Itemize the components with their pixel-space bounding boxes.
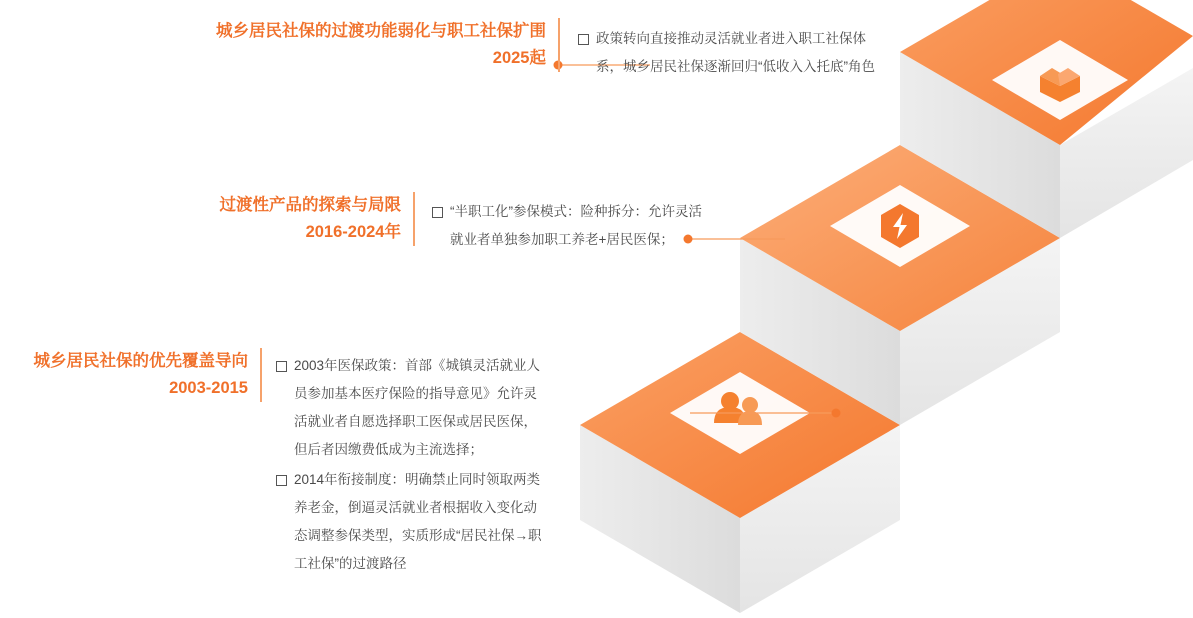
step-bottom-bullets	[276, 352, 548, 578]
list-item	[276, 352, 548, 464]
checkbox-marker-icon	[432, 207, 443, 218]
step-middle-title-block	[0, 192, 415, 246]
checkbox-marker-icon	[276, 361, 287, 372]
bullet-text: 2014年衔接制度：明确禁止同时领取两类养老金，倒逼灵活就业者根据收入变化动态调整参保类型，实质形成“居民社保→职工社保”的过渡路径	[294, 472, 542, 571]
bullet-text: 2003年医保政策：首部《城镇灵活就业人员参加基本医疗保险的指导意见》允许灵活就业者自愿选择职工医保或居民医保，但后者因缴费低成为主流选择；	[294, 358, 541, 457]
step-bottom-title	[0, 348, 262, 402]
bullet-text: “半职工化”参保模式：险种拆分：允许灵活就业者单独参加职工养老+居民医保；	[450, 204, 702, 247]
checkbox-marker-icon	[578, 34, 589, 45]
list-item	[276, 466, 548, 578]
checkbox-marker-icon	[276, 475, 287, 486]
step-middle-title-text: 过渡性产品的探索与局限	[219, 196, 401, 214]
step-middle-bullets	[432, 198, 702, 254]
list-item	[432, 198, 702, 254]
step-bottom-title-block	[0, 348, 262, 402]
step-middle-period: 2016-2024年	[305, 223, 401, 241]
list-item	[578, 25, 888, 81]
step-bottom-title-text: 城乡居民社保的优先覆盖导向	[33, 352, 248, 370]
step-top-title-block	[0, 18, 560, 72]
bullet-text: 政策转向直接推动灵活就业者进入职工社保体系，城乡居民社保逐渐回归“低收入入托底”角色	[596, 31, 875, 74]
step-top-title	[0, 18, 560, 72]
step-top-period: 2025起	[492, 49, 546, 67]
staircase-graphic	[540, 0, 1193, 613]
step-bottom-period: 2003-2015	[169, 379, 248, 397]
step-middle-title	[0, 192, 415, 246]
step-top-bullets	[578, 25, 888, 81]
step-top-title-text: 城乡居民社保的过渡功能弱化与职工社保扩围	[216, 22, 546, 40]
